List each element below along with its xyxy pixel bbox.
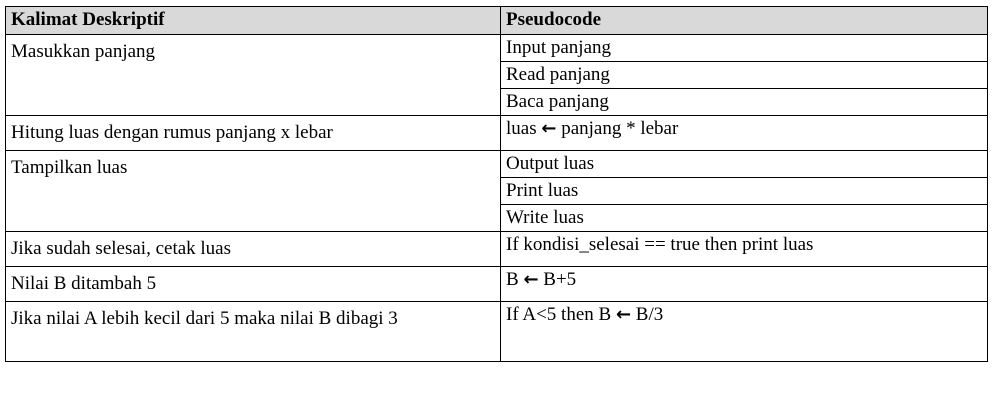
table-row [6,151,988,178]
code-cell: Output luas [501,151,988,178]
header-pseudocode: Pseudocode [501,7,988,35]
table-row [6,267,988,302]
left-arrow-icon: ← [615,304,632,325]
table-row [6,232,988,267]
left-arrow-icon: ← [541,118,557,139]
desc-cell: Hitung luas dengan rumus panjang x lebar [6,116,501,151]
header-kalimat-deskriptif: Kalimat Deskriptif [6,7,501,35]
code-cell: Read panjang [501,62,988,89]
code-cell [501,267,988,302]
table-row [6,35,988,62]
desc-cell: Jika sudah selesai, cetak luas [6,232,501,267]
desc-cell: Masukkan panjang [6,35,501,116]
code-cell: If kondisi_selesai == true then print luas [501,232,988,267]
code-text: B+5 [543,269,577,290]
code-cell: Input panjang [501,35,988,62]
desc-cell: Tampilkan luas [6,151,501,232]
code-cell [501,116,988,151]
table-row [6,302,988,362]
code-cell: Print luas [501,178,988,205]
code-text: panjang * lebar [561,118,679,139]
desc-cell: Nilai B ditambah 5 [6,267,501,302]
desc-cell: Jika nilai A lebih kecil dari 5 maka nilai B dibagi 3 [6,302,501,362]
table-row [6,116,988,151]
code-cell: Baca panjang [501,89,988,116]
pseudocode-table [5,6,988,362]
code-text: B/3 [635,304,664,325]
code-text: luas [506,118,537,139]
code-cell: Write luas [501,205,988,232]
left-arrow-icon: ← [523,269,539,290]
header-row [6,7,988,35]
code-text: If A<5 then B [506,304,612,325]
code-cell [501,302,988,362]
code-text: B [506,269,519,290]
